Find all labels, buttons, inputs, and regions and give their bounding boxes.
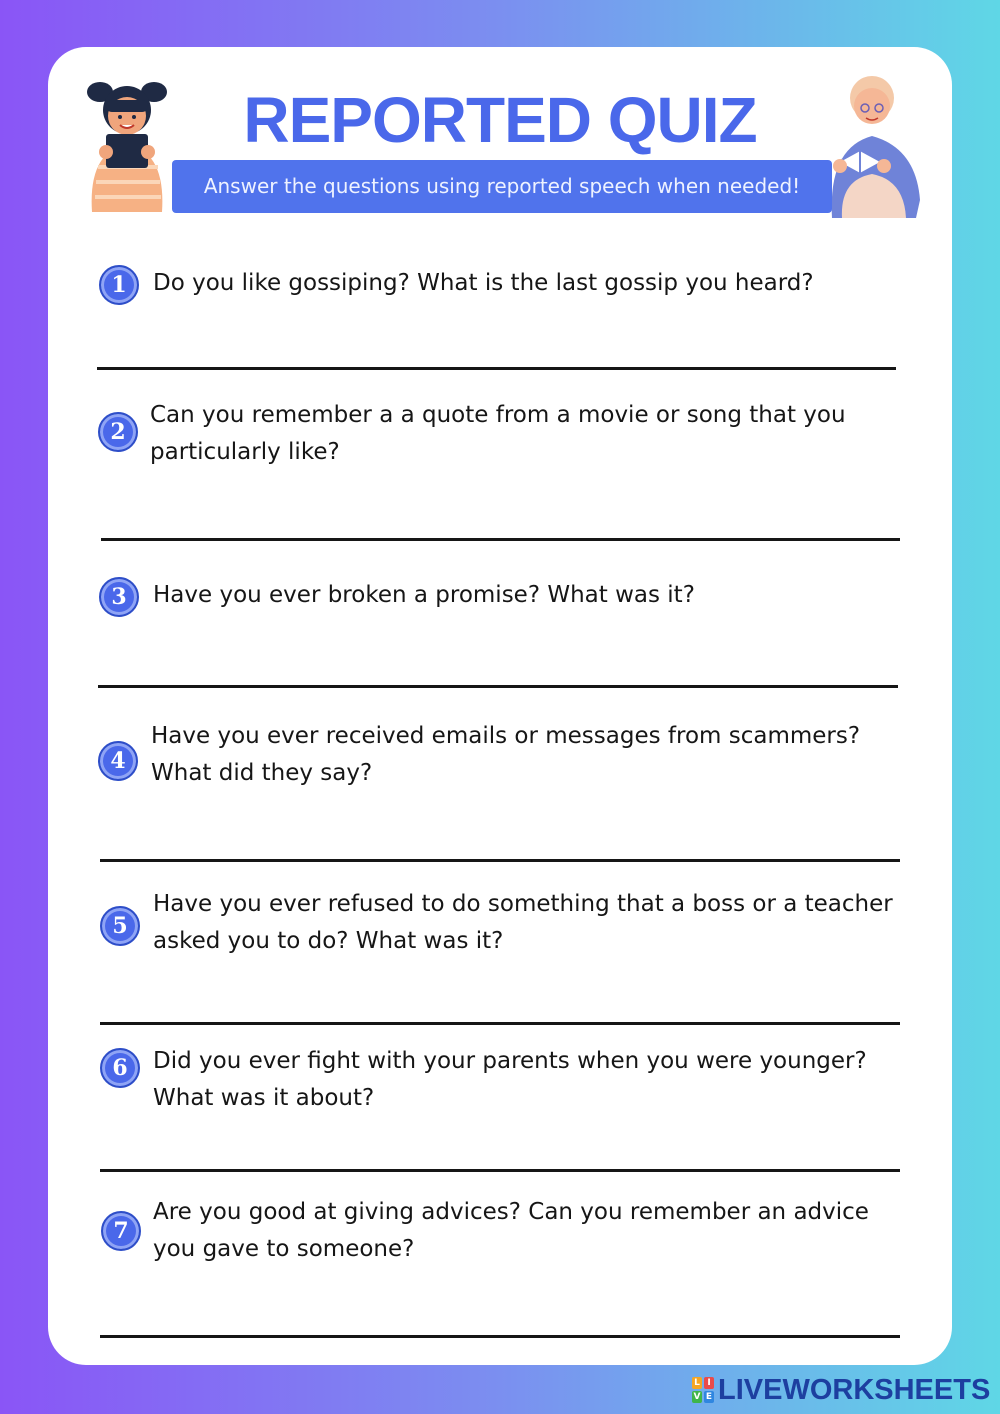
question-number-badge: 2 [98,412,138,452]
question-number-badge: 3 [99,577,139,617]
question-line: What did they say? [151,760,373,786]
question-text [150,397,846,471]
question-number-badge: 5 [100,906,140,946]
answer-line[interactable] [101,538,900,541]
question-line: Can you remember a a quote from a movie or song that you [150,402,846,428]
question-number-badge: 4 [98,741,138,781]
question-line: Did you ever fight with your parents when you were younger? [153,1048,867,1074]
logo-letter: I [704,1377,714,1389]
question-text [153,265,814,302]
question-text [153,1043,867,1117]
question-line: What was it about? [153,1085,375,1111]
answer-line[interactable] [100,1335,900,1338]
page-title: REPORTED QUIZ [243,84,757,156]
question-text [153,1194,869,1268]
answer-line[interactable] [100,1022,900,1025]
question-line: asked you to do? What was it? [153,928,504,954]
liveworksheets-logo-icon [692,1377,714,1403]
question-text [153,577,695,614]
worksheet-card [48,47,952,1365]
logo-letter: L [692,1377,702,1389]
answer-line[interactable] [100,1169,900,1172]
question-line: particularly like? [150,439,340,465]
question-text [153,886,893,960]
question-number-badge: 1 [99,265,139,305]
brand-name: LIVEWORKSHEETS [718,1373,991,1406]
question-line: Have you ever refused to do something that a boss or a teacher [153,891,893,917]
answer-line[interactable] [97,367,896,370]
question-number-badge: 7 [101,1211,141,1251]
instructions-banner: Answer the questions using reported speech when needed! [172,160,832,213]
question-number-badge: 6 [100,1048,140,1088]
liveworksheets-brand[interactable] [692,1372,990,1408]
question-text [151,718,860,792]
question-line: Are you good at giving advices? Can you remember an advice [153,1199,869,1225]
answer-line[interactable] [98,685,898,688]
logo-letter: E [705,1392,713,1402]
logo-letter: V [693,1392,701,1402]
question-line: Do you like gossiping? What is the last gossip you heard? [153,270,814,296]
question-line: you gave to someone? [153,1236,415,1262]
answer-line[interactable] [100,859,900,862]
question-line: Have you ever received emails or messages from scammers? [151,723,861,749]
question-line: Have you ever broken a promise? What was it? [153,582,695,608]
